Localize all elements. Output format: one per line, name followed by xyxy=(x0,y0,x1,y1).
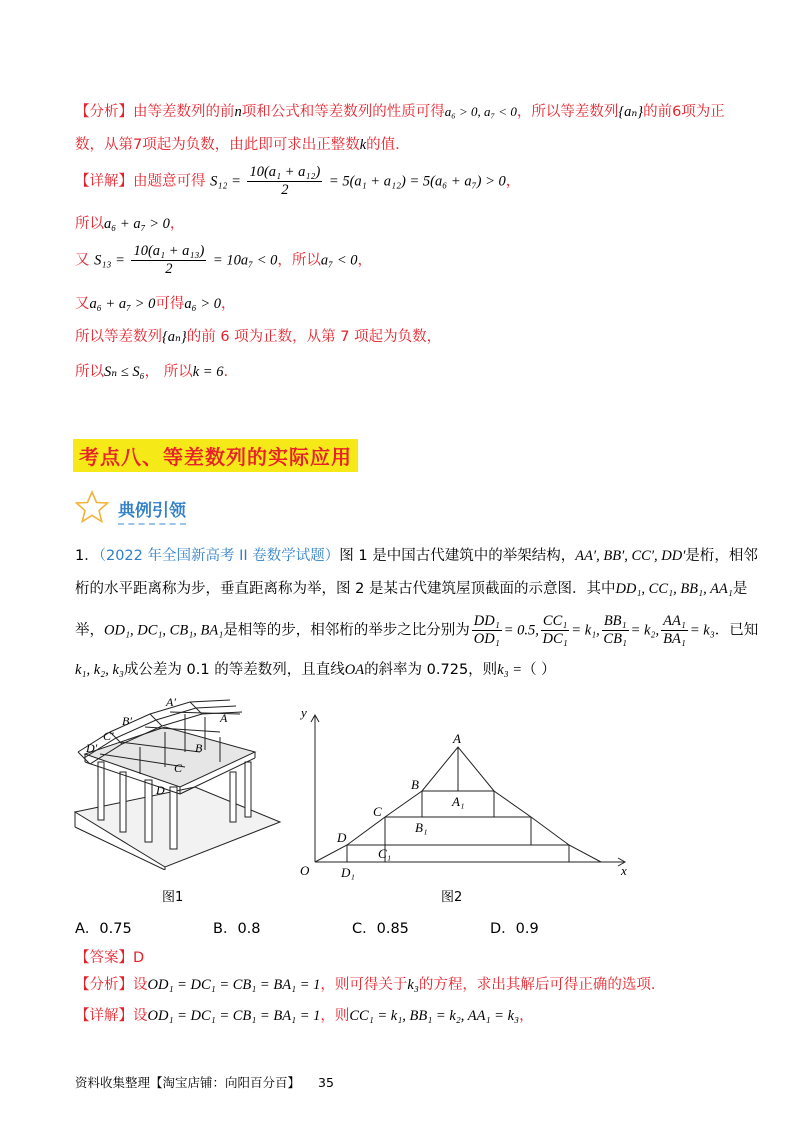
fraction-denominator: 2 xyxy=(165,261,173,277)
fraction-denominator: OD₁ xyxy=(473,631,500,647)
figure-1 xyxy=(70,692,285,875)
star-icon xyxy=(75,490,109,529)
detail-text: 由题意可得 xyxy=(133,173,206,190)
fraction-denominator: CB₁ xyxy=(603,631,627,647)
figure-1-caption: 图1 xyxy=(162,890,184,905)
fig2-label-d: D xyxy=(337,830,347,845)
math-s13-rhs: = 10a₇ < 0 xyxy=(212,252,278,269)
fig1-label-d: D xyxy=(156,783,165,797)
detail-text: 所以 xyxy=(75,216,104,232)
math-expression: = k₃ xyxy=(689,622,715,639)
fraction-numerator: 10(a₁ + a₁₃) xyxy=(133,243,205,259)
math-expression: = k₂, xyxy=(630,622,660,639)
analysis-tag: 【分析】 xyxy=(75,977,133,993)
detail-text: 的前 6 项为正数，从第 7 项起为负数， xyxy=(186,329,442,345)
fig1-label-b: B xyxy=(195,741,203,755)
fig2-label-b1: B₁ xyxy=(415,820,428,835)
fig2-axis-y: y xyxy=(301,705,307,720)
fig2-label-a1: A₁ xyxy=(452,794,465,809)
fraction-denominator: 2 xyxy=(281,182,289,198)
math-expression: Sₙ ≤ S₆ xyxy=(104,364,145,380)
problem-text: 是桁，相邻 xyxy=(685,548,758,564)
detail-line-6 xyxy=(75,360,228,381)
math-expression: k = 6 xyxy=(192,364,224,380)
problem-line-1 xyxy=(75,544,758,565)
figure-2 xyxy=(295,705,635,890)
footer-text: 资料收集整理【淘宝店铺：向阳百分百】 xyxy=(75,1075,301,1090)
ratio-1 xyxy=(472,613,502,648)
answer-value: D xyxy=(133,950,145,966)
math-s13-lhs: S₁₃ = xyxy=(94,252,125,269)
analysis-text: 的值. xyxy=(366,137,400,153)
problem-text: 桁的水平距离称为步，垂直距离称为举，图 2 是某古代建筑屋顶截面的示意图．其中 xyxy=(75,581,616,597)
math-expression: OD₁, DC₁, CB₁, BA₁ xyxy=(104,622,224,639)
ratio-4 xyxy=(661,613,688,648)
detail-text: 又 xyxy=(75,296,90,312)
ratio-3 xyxy=(602,613,629,648)
problem-source: （2022 年全国新高考 II 卷数学试题） xyxy=(98,548,340,564)
math-expression: a₆ + a₇ > 0 xyxy=(104,216,170,232)
math-sequence: {aₙ} xyxy=(162,329,187,345)
problem-line-3 xyxy=(75,613,758,648)
option-d[interactable]: D．0.9 xyxy=(490,921,539,937)
option-b[interactable]: B．0.8 xyxy=(213,921,261,937)
detail-text: 设 xyxy=(133,1008,148,1024)
punct: ， xyxy=(357,252,372,269)
problem-text: 图 1 是中国古代建筑中的举架结构， xyxy=(339,548,576,564)
fig1-label-c: C xyxy=(174,761,183,775)
option-c[interactable]: C．0.85 xyxy=(352,921,409,937)
fraction-s12 xyxy=(247,164,322,199)
fraction-numerator: 10(a₁ + a₁₂) xyxy=(249,164,321,180)
math-k3: k₃ = xyxy=(497,662,523,678)
problem-text: 是相等的步，相邻桁的举步之比分别为 xyxy=(223,622,470,639)
fig2-label-a: A xyxy=(453,731,461,746)
punct: ， xyxy=(220,296,236,312)
section-heading: 考点八、等差数列的实际应用 xyxy=(73,439,358,472)
problem-number: 1． xyxy=(75,548,99,564)
fig2-label-d1: D₁ xyxy=(341,865,355,880)
punct: ， xyxy=(169,216,185,232)
math-sequence: {aₙ} xyxy=(618,104,644,120)
math-expression: OD₁ = DC₁ = CB₁ = BA₁ = 1 xyxy=(147,977,321,993)
math-expression: = k₁, xyxy=(571,622,600,639)
fraction-denominator: DC₁ xyxy=(542,631,568,647)
fig2-axis-x: x xyxy=(621,863,627,878)
math-expression: a₆ > 0 xyxy=(184,296,221,312)
math-expression: CC₁ = k₁, BB₁ = k₂, AA₁ = k₃ xyxy=(349,1008,520,1024)
detail-line-3 xyxy=(75,243,372,278)
fig1-label-a-prime: A′ xyxy=(166,695,176,709)
analysis-tag: 【分析】 xyxy=(75,104,133,120)
fig1-label-d-prime: D′ xyxy=(86,741,98,755)
analysis-text: 设 xyxy=(133,977,148,993)
page-number: 35 xyxy=(318,1075,334,1090)
math-expression: a₆ + a₇ > 0 xyxy=(89,296,156,312)
math-s12-rhs: = 5(a₁ + a₁₂) = 5(a₆ + a₇) > 0 xyxy=(328,173,506,190)
detail-tag: 【详解】 xyxy=(75,1008,133,1024)
fig2-label-c1: C₁ xyxy=(378,846,392,861)
option-a[interactable]: A．0.75 xyxy=(75,921,132,937)
detail-text: ，则 xyxy=(320,1008,350,1024)
math-expression: a₇ < 0 xyxy=(320,252,358,269)
math-expression: k₁, k₂, k₃ xyxy=(75,662,124,678)
detail-text: ， 所以 xyxy=(144,364,193,380)
fig2-label-o: O xyxy=(300,863,310,878)
analysis-text: 的方程，求出其解后可得正确的选项. xyxy=(418,977,656,993)
fraction-numerator: DD₁ xyxy=(473,613,500,629)
punct: ， xyxy=(519,1008,534,1024)
math-expression: OD₁ = DC₁ = CB₁ = BA₁ = 1 xyxy=(147,1008,321,1024)
fig2-label-c: C xyxy=(373,804,382,819)
fraction-numerator: BB₁ xyxy=(603,613,627,629)
fraction-numerator: CC₁ xyxy=(542,613,568,629)
math-n: n xyxy=(234,104,242,120)
detail-text: 又 xyxy=(75,252,90,269)
detail-line-5 xyxy=(75,325,441,346)
analysis-line-2 xyxy=(75,133,400,154)
fig2-label-b: B xyxy=(411,777,419,792)
answer-blank: （ ） xyxy=(522,662,556,678)
fraction-denominator: BA₁ xyxy=(663,631,686,647)
detail-line-2 xyxy=(75,212,184,233)
answer-line xyxy=(75,946,144,967)
ratio-2 xyxy=(541,613,569,648)
analysis-text: 数，从第7项起为负数，由此即可求出正整数 xyxy=(75,137,360,153)
detail-text: 可得 xyxy=(155,296,185,312)
math-expression: DD₁, CC₁, BB₁, AA₁ xyxy=(615,581,733,597)
problem-line-4 xyxy=(75,658,556,679)
fig1-label-c-prime: C′ xyxy=(103,729,114,743)
problem-text: ．已知 xyxy=(714,622,759,639)
figure-2-drawing xyxy=(295,705,635,885)
analysis-text: 由等差数列的前 xyxy=(133,104,235,120)
problem-text: 成公差为 0.1 的等差数列，且直线 xyxy=(123,662,345,678)
detail-text: ，所以 xyxy=(277,252,321,269)
punct: . xyxy=(223,364,229,380)
figure-2-caption: 图2 xyxy=(441,890,463,905)
problem-text: 的斜率为 0.725，则 xyxy=(364,662,498,678)
analysis-line-1 xyxy=(75,100,725,121)
detail-tag: 【详解】 xyxy=(75,173,133,190)
answer-tag: 【答案】 xyxy=(75,950,133,966)
detail2-line xyxy=(75,1004,534,1025)
fig1-label-a: A xyxy=(220,711,228,725)
analysis-text: ，所以等差数列 xyxy=(516,104,619,120)
detail-text: 所以 xyxy=(75,364,104,380)
analysis-text: 的前6项为正 xyxy=(643,104,725,120)
analysis2-line xyxy=(75,973,655,994)
detail-line-4 xyxy=(75,292,235,313)
math-oa: OA xyxy=(344,662,365,678)
footer xyxy=(75,1073,334,1091)
example-title: 典例引领 xyxy=(118,496,186,525)
math-condition: a₆ > 0, a₇ < 0 xyxy=(444,104,517,119)
analysis-text: ，则可得关于 xyxy=(320,977,408,993)
punct: ， xyxy=(505,173,521,190)
fraction-numerator: AA₁ xyxy=(663,613,686,629)
math-expression: AA′, BB′, CC′, DD′ xyxy=(575,548,686,564)
detail-text: 所以等差数列 xyxy=(75,329,162,345)
math-k3: k₃ xyxy=(407,977,419,993)
detail-line-1 xyxy=(75,164,520,199)
math-k: k xyxy=(359,137,367,153)
math-s12-lhs: S₁₂ = xyxy=(210,173,241,190)
fraction-s13 xyxy=(131,243,206,278)
problem-text: 是 xyxy=(732,581,748,597)
problem-line-2 xyxy=(75,577,747,598)
fig1-label-b-prime: B′ xyxy=(122,714,132,728)
math-expression: = 0.5, xyxy=(503,622,539,639)
analysis-text: 项和公式和等差数列的性质可得 xyxy=(241,104,445,120)
figure-1-drawing xyxy=(70,692,285,870)
problem-text: 举， xyxy=(75,622,104,639)
